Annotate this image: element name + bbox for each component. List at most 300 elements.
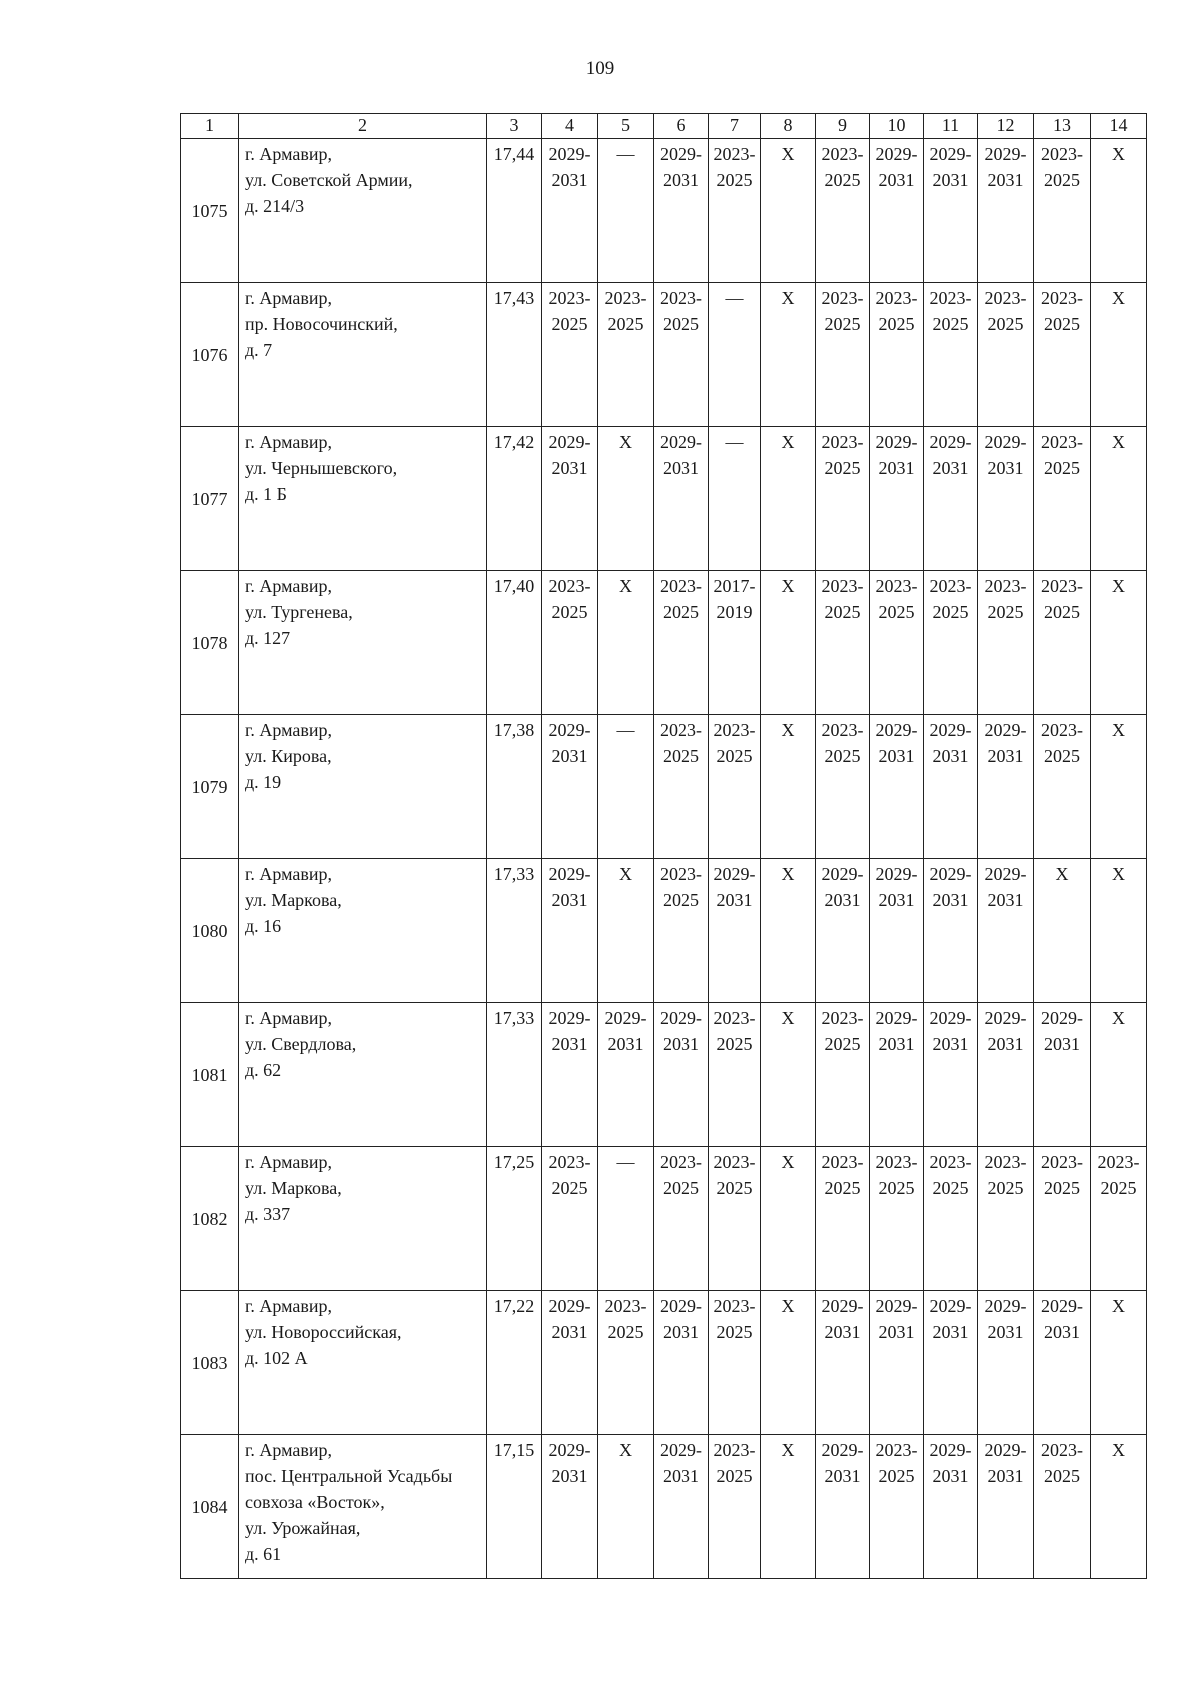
value-cell-11 (924, 427, 978, 571)
cell-text: 2031 (987, 1034, 1024, 1054)
cell-text: 2029- (929, 1296, 972, 1316)
address-line: ул. Новороссийская, (245, 1322, 402, 1342)
value-cell-6 (654, 859, 709, 1003)
value-cell-3 (487, 1291, 542, 1435)
value-cell-9 (816, 859, 870, 1003)
cell-text: 2017- (713, 576, 756, 596)
cell-text: 2029- (548, 720, 591, 740)
value-cell-14 (1091, 1435, 1147, 1579)
address-cell (239, 1291, 487, 1435)
column-header-6: 6 (654, 114, 709, 139)
cell-text: 2031 (987, 1466, 1024, 1486)
row-number: 1079 (181, 715, 239, 859)
value-cell-9 (816, 1291, 870, 1435)
cell-text: 2029- (821, 864, 864, 884)
cell-text: 2023- (548, 288, 591, 308)
value-cell-7 (709, 1291, 761, 1435)
value-cell-6 (654, 1291, 709, 1435)
cell-text: 2029- (984, 864, 1027, 884)
cell-text: 2023- (713, 1008, 756, 1028)
value-cell-4 (542, 715, 598, 859)
row-number: 1082 (181, 1147, 239, 1291)
cell-text: 2023- (660, 1152, 702, 1172)
value-cell-9 (816, 715, 870, 859)
value-cell-13 (1034, 427, 1091, 571)
address-line: ул. Свердлова, (245, 1034, 357, 1054)
cell-text: 2031 (663, 458, 699, 478)
value-cell-9 (816, 1435, 870, 1579)
cell-text: 2025 (663, 746, 699, 766)
value-cell-13 (1034, 1291, 1091, 1435)
cell-text: — (616, 144, 635, 164)
value-cell-10 (870, 571, 924, 715)
value-cell-8 (761, 1291, 816, 1435)
value-cell-12 (978, 715, 1034, 859)
column-header-1: 1 (181, 114, 239, 139)
address-line: г. Армавир, (245, 720, 332, 740)
header-row (181, 114, 1147, 139)
value-cell-7 (709, 1435, 761, 1579)
cell-text: 2023- (1097, 1152, 1140, 1172)
cell-text: 2029- (929, 864, 972, 884)
value-cell-12 (978, 1147, 1034, 1291)
value-cell-10 (870, 139, 924, 283)
value-cell-11 (924, 1435, 978, 1579)
column-header-9: 9 (816, 114, 870, 139)
column-header-2: 2 (239, 114, 487, 139)
value-cell-11 (924, 1147, 978, 1291)
column-header-10: 10 (870, 114, 924, 139)
cell-text: 2031 (878, 890, 915, 910)
cell-text: 2023- (984, 1152, 1027, 1172)
value-cell-12 (978, 139, 1034, 283)
table-row (181, 139, 1147, 283)
cell-text: 2031 (932, 890, 969, 910)
cell-text: 2025 (932, 602, 969, 622)
cell-text: X (619, 576, 632, 596)
value-cell-6 (654, 427, 709, 571)
value-cell-5 (598, 1435, 654, 1579)
cell-text: 2025 (824, 746, 861, 766)
value-cell-14 (1091, 1003, 1147, 1147)
cell-text: 2023- (1041, 432, 1083, 452)
column-header-14: 14 (1091, 114, 1147, 139)
cell-text: 2031 (932, 1034, 969, 1054)
address-line: д. 102 А (245, 1348, 308, 1368)
cell-text: 2031 (878, 458, 915, 478)
cell-text: 2023- (984, 288, 1027, 308)
value-cell-9 (816, 1147, 870, 1291)
cell-text: 2029- (548, 144, 591, 164)
cell-text: X (619, 1440, 632, 1460)
address-line: ул. Кирова, (245, 746, 332, 766)
cell-text: 2029- (548, 1440, 591, 1460)
cell-text: 2031 (551, 170, 588, 190)
value-cell-14 (1091, 283, 1147, 427)
value-cell-9 (816, 283, 870, 427)
value-cell-10 (870, 1291, 924, 1435)
row-number: 1076 (181, 283, 239, 427)
cell-text: 2023- (1041, 576, 1083, 596)
address-line: ул. Советской Армии, (245, 170, 413, 190)
cell-text: 2031 (663, 1466, 699, 1486)
value-cell-6 (654, 1003, 709, 1147)
cell-text: 2023- (1041, 288, 1083, 308)
column-header-3: 3 (487, 114, 542, 139)
cell-text: 2023- (1041, 1152, 1083, 1172)
cell-text: 2031 (932, 1322, 969, 1342)
value-cell-10 (870, 427, 924, 571)
value-cell-6 (654, 1147, 709, 1291)
cell-text: 2023- (821, 1008, 864, 1028)
address-line: д. 214/3 (245, 196, 305, 216)
table-row (181, 715, 1147, 859)
address-cell (239, 1003, 487, 1147)
row-number: 1083 (181, 1291, 239, 1435)
address-line: д. 337 (245, 1204, 291, 1224)
area-value: 17,40 (493, 576, 535, 596)
address-cell (239, 715, 487, 859)
value-cell-5 (598, 859, 654, 1003)
cell-text: 2025 (607, 314, 644, 334)
cell-text: 2025 (663, 890, 699, 910)
value-cell-8 (761, 283, 816, 427)
value-cell-3 (487, 1435, 542, 1579)
address-line: г. Армавир, (245, 1296, 332, 1316)
cell-text: — (725, 432, 744, 452)
address-line: г. Армавир, (245, 864, 332, 884)
value-cell-6 (654, 715, 709, 859)
cell-text: X (619, 864, 632, 884)
cell-text: 2025 (716, 1034, 753, 1054)
cell-text: 2023- (1041, 1440, 1083, 1460)
cell-text: 2025 (716, 1466, 753, 1486)
cell-text: 2025 (824, 458, 861, 478)
cell-text: 2023- (713, 720, 756, 740)
value-cell-3 (487, 1147, 542, 1291)
value-cell-4 (542, 283, 598, 427)
cell-text: 2031 (824, 1466, 861, 1486)
cell-text: 2029- (875, 1008, 918, 1028)
cell-text: 2025 (716, 1178, 753, 1198)
value-cell-5 (598, 427, 654, 571)
value-cell-5 (598, 1291, 654, 1435)
value-cell-12 (978, 859, 1034, 1003)
cell-text: X (781, 576, 795, 596)
value-cell-3 (487, 715, 542, 859)
value-cell-14 (1091, 427, 1147, 571)
address-line: ул. Тургенева, (245, 602, 353, 622)
value-cell-4 (542, 139, 598, 283)
cell-text: 2031 (663, 1322, 699, 1342)
cell-text: 2025 (824, 170, 861, 190)
table-row (181, 427, 1147, 571)
area-value: 17,33 (493, 1008, 535, 1028)
value-cell-13 (1034, 139, 1091, 283)
cell-text: X (781, 864, 795, 884)
cell-text: 2029- (875, 1296, 918, 1316)
cell-text: 2029- (929, 720, 972, 740)
cell-text: 2031 (607, 1034, 644, 1054)
cell-text: 2025 (551, 602, 588, 622)
cell-text: 2025 (878, 1178, 915, 1198)
value-cell-13 (1034, 715, 1091, 859)
cell-text: 2025 (551, 1178, 588, 1198)
cell-text: 2025 (987, 602, 1024, 622)
cell-text: 2029- (984, 1008, 1027, 1028)
cell-text: 2031 (987, 890, 1024, 910)
cell-text: 2029- (929, 1440, 972, 1460)
cell-text: 2029- (984, 1296, 1027, 1316)
row-number: 1080 (181, 859, 239, 1003)
cell-text: X (781, 1008, 795, 1028)
cell-text: 2029- (984, 720, 1027, 740)
address-line: ул. Урожайная, (245, 1518, 361, 1538)
cell-text: 2031 (987, 170, 1024, 190)
value-cell-14 (1091, 715, 1147, 859)
cell-text: X (1112, 720, 1125, 740)
cell-text: 2029- (929, 1008, 972, 1028)
cell-text: X (781, 1440, 795, 1460)
address-line: ул. Маркова, (245, 1178, 342, 1198)
cell-text: 2023- (660, 576, 702, 596)
cell-text: X (1112, 1440, 1125, 1460)
address-line: ул. Маркова, (245, 890, 342, 910)
cell-text: 2023- (821, 288, 864, 308)
table-row (181, 571, 1147, 715)
cell-text: 2023- (660, 864, 702, 884)
value-cell-14 (1091, 571, 1147, 715)
cell-text: 2029- (548, 1008, 591, 1028)
cell-text: 2031 (878, 170, 915, 190)
value-cell-5 (598, 571, 654, 715)
cell-text: 2031 (987, 458, 1024, 478)
cell-text: 2025 (1100, 1178, 1137, 1198)
cell-text: 2029- (875, 864, 918, 884)
cell-text: 2023- (875, 576, 918, 596)
value-cell-4 (542, 1435, 598, 1579)
value-cell-3 (487, 283, 542, 427)
cell-text: 2023- (821, 576, 864, 596)
cell-text: — (616, 1152, 635, 1172)
column-header-4: 4 (542, 114, 598, 139)
cell-text: 2029- (984, 1440, 1027, 1460)
cell-text: 2023- (984, 576, 1027, 596)
cell-text: 2025 (716, 746, 753, 766)
cell-text: 2025 (987, 1178, 1024, 1198)
address-line: д. 19 (245, 772, 282, 792)
address-line: г. Армавир, (245, 1152, 332, 1172)
area-value: 17,44 (493, 144, 535, 164)
value-cell-7 (709, 427, 761, 571)
area-value: 17,38 (493, 720, 535, 740)
cell-text: 2031 (878, 1322, 915, 1342)
value-cell-13 (1034, 1147, 1091, 1291)
cell-text: 2031 (824, 890, 861, 910)
value-cell-12 (978, 571, 1034, 715)
table-row (181, 283, 1147, 427)
column-header-5: 5 (598, 114, 654, 139)
value-cell-7 (709, 283, 761, 427)
cell-text: 2023- (1041, 144, 1083, 164)
cell-text: 2029- (875, 720, 918, 740)
value-cell-10 (870, 1003, 924, 1147)
value-cell-7 (709, 859, 761, 1003)
address-cell (239, 283, 487, 427)
cell-text: 2031 (551, 1034, 588, 1054)
area-value: 17,42 (493, 432, 535, 452)
cell-text: 2025 (1044, 746, 1080, 766)
value-cell-8 (761, 1147, 816, 1291)
cell-text: 2029- (548, 864, 591, 884)
cell-text: 2023- (660, 720, 702, 740)
cell-text: X (1112, 144, 1125, 164)
value-cell-3 (487, 139, 542, 283)
value-cell-5 (598, 283, 654, 427)
value-cell-11 (924, 859, 978, 1003)
cell-text: 2023- (929, 288, 972, 308)
cell-text: 2025 (987, 314, 1024, 334)
value-cell-3 (487, 1003, 542, 1147)
value-cell-10 (870, 859, 924, 1003)
cell-text: 2023- (875, 288, 918, 308)
cell-text: 2019 (716, 602, 753, 622)
row-number: 1081 (181, 1003, 239, 1147)
value-cell-11 (924, 571, 978, 715)
value-cell-14 (1091, 1147, 1147, 1291)
cell-text: 2023- (604, 288, 647, 308)
value-cell-7 (709, 1147, 761, 1291)
value-cell-9 (816, 571, 870, 715)
cell-text: 2029- (929, 144, 972, 164)
page-number: 109 (585, 58, 615, 79)
value-cell-12 (978, 1291, 1034, 1435)
cell-text: X (781, 144, 795, 164)
cell-text: 2025 (663, 1178, 699, 1198)
address-cell (239, 571, 487, 715)
area-value: 17,15 (493, 1440, 535, 1460)
value-cell-3 (487, 859, 542, 1003)
cell-text: — (616, 720, 635, 740)
cell-text: 2025 (824, 1178, 861, 1198)
cell-text: 2029- (1041, 1296, 1083, 1316)
cell-text: 2025 (1044, 458, 1080, 478)
cell-text: 2023- (548, 1152, 591, 1172)
value-cell-13 (1034, 1435, 1091, 1579)
address-line: д. 16 (245, 916, 282, 936)
address-cell (239, 139, 487, 283)
row-number: 1084 (181, 1435, 239, 1579)
cell-text: 2023- (821, 1152, 864, 1172)
value-cell-11 (924, 1003, 978, 1147)
cell-text: 2025 (1044, 314, 1080, 334)
cell-text: X (1112, 1008, 1125, 1028)
column-header-12: 12 (978, 114, 1034, 139)
cell-text: X (781, 432, 795, 452)
value-cell-12 (978, 1003, 1034, 1147)
cell-text: 2029- (984, 432, 1027, 452)
value-cell-5 (598, 139, 654, 283)
cell-text: X (1112, 576, 1125, 596)
value-cell-8 (761, 715, 816, 859)
value-cell-14 (1091, 859, 1147, 1003)
address-cell (239, 859, 487, 1003)
cell-text: 2023- (821, 432, 864, 452)
cell-text: 2029- (660, 1440, 702, 1460)
value-cell-7 (709, 1003, 761, 1147)
address-line: г. Армавир, (245, 1008, 332, 1028)
address-line: г. Армавир, (245, 1440, 332, 1460)
cell-text: 2031 (932, 746, 969, 766)
cell-text: 2023- (713, 1296, 756, 1316)
cell-text: 2025 (663, 602, 699, 622)
cell-text: 2029- (660, 1008, 702, 1028)
value-cell-9 (816, 1003, 870, 1147)
address-line: г. Армавир, (245, 144, 332, 164)
cell-text: 2031 (551, 1466, 588, 1486)
value-cell-6 (654, 139, 709, 283)
cell-text: 2025 (1044, 602, 1080, 622)
area-value: 17,43 (493, 288, 535, 308)
value-cell-10 (870, 715, 924, 859)
cell-text: X (781, 1296, 795, 1316)
cell-text: 2025 (824, 1034, 861, 1054)
cell-text: 2029- (875, 144, 918, 164)
cell-text: 2023- (713, 1152, 756, 1172)
cell-text: 2025 (663, 314, 699, 334)
table-row (181, 859, 1147, 1003)
address-line: пос. Центральной Усадьбы (245, 1466, 453, 1486)
value-cell-9 (816, 139, 870, 283)
address-line: д. 61 (245, 1544, 282, 1564)
cell-text: 2025 (716, 1322, 753, 1342)
cell-text: X (619, 432, 632, 452)
cell-text: 2023- (821, 720, 864, 740)
table-body (181, 139, 1147, 1579)
value-cell-7 (709, 715, 761, 859)
row-number: 1077 (181, 427, 239, 571)
value-cell-13 (1034, 1003, 1091, 1147)
cell-text: 2023- (713, 1440, 756, 1460)
cell-text: 2029- (984, 144, 1027, 164)
area-value: 17,33 (493, 864, 535, 884)
value-cell-11 (924, 715, 978, 859)
address-line: д. 127 (245, 628, 291, 648)
value-cell-12 (978, 427, 1034, 571)
table-row (181, 1147, 1147, 1291)
value-cell-4 (542, 1147, 598, 1291)
value-cell-6 (654, 571, 709, 715)
cell-text: 2031 (551, 890, 588, 910)
value-cell-4 (542, 427, 598, 571)
cell-text: 2031 (878, 746, 915, 766)
row-number: 1078 (181, 571, 239, 715)
cell-text: 2031 (932, 1466, 969, 1486)
cell-text: 2031 (932, 458, 969, 478)
value-cell-8 (761, 571, 816, 715)
address-line: г. Армавир, (245, 576, 332, 596)
address-line: д. 62 (245, 1060, 282, 1080)
cell-text: 2025 (878, 1466, 915, 1486)
value-cell-13 (1034, 571, 1091, 715)
column-header-13: 13 (1034, 114, 1091, 139)
value-cell-8 (761, 139, 816, 283)
cell-text: 2029- (821, 1296, 864, 1316)
value-cell-6 (654, 1435, 709, 1579)
cell-text: 2023- (713, 144, 756, 164)
cell-text: 2029- (548, 432, 591, 452)
value-cell-13 (1034, 859, 1091, 1003)
